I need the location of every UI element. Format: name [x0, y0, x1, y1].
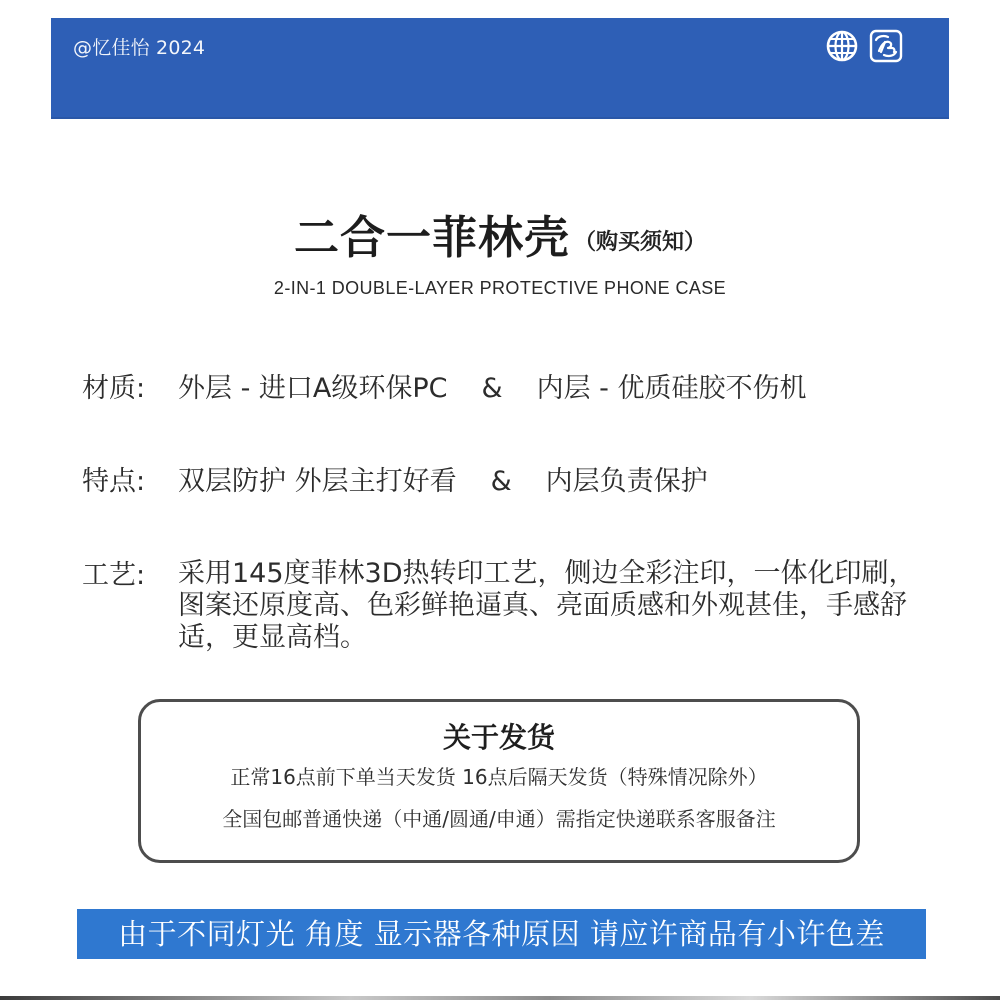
ampersand: &: [490, 466, 512, 497]
header-icons: [824, 28, 904, 64]
brand-text: @忆佳怡 2024: [73, 37, 206, 59]
color-notice-banner: [77, 909, 926, 959]
title-block: [0, 212, 1000, 298]
color-notice-text: 由于不同灯光 角度 显示器各种原因 请应许商品有小许色差: [118, 917, 885, 951]
feature-left-text: 双层防护 外层主打好看: [178, 466, 457, 497]
feature-value: [178, 464, 942, 500]
material-row: [82, 371, 942, 407]
bottom-photo-strip: [0, 996, 1000, 1000]
feature-line: [178, 464, 708, 500]
material-label: 材质:: [82, 373, 146, 404]
shipping-line-1: 正常16点前下单当天发货 16点后隔天发货（特殊情况除外）: [230, 765, 768, 789]
globe-icon: [824, 28, 860, 64]
shipping-info-box: [138, 699, 860, 863]
feature-label: 特点:: [82, 466, 146, 497]
process-description: 采用145度菲林3D热转印工艺，侧边全彩注印，一体化印刷，图案还原度高、色彩鲜艳逼真、亮面质感和外观甚佳，手感舒适，更显高档。: [178, 558, 916, 653]
process-label: 工艺:: [82, 560, 146, 591]
material-line: [178, 371, 807, 407]
ampersand: &: [481, 373, 503, 404]
inner-layer-text: 内层 - 优质硅胶不伤机: [536, 373, 807, 404]
subtitle: 2-IN-1 DOUBLE-LAYER PROTECTIVE PHONE CASE: [273, 278, 727, 298]
page-title: 二合一菲林壳: [293, 211, 570, 264]
title-note: （购买须知）: [574, 230, 707, 255]
outer-layer-text: 外层 - 进口A级环保PC: [178, 373, 448, 404]
material-value: [178, 371, 942, 407]
process-row: [82, 558, 942, 654]
shipping-line-2: 全国包邮普通快递（中通/圆通/申通）需指定快递联系客服备注: [222, 807, 776, 831]
feature-right-text: 内层负责保护: [545, 466, 708, 497]
3c-certificate-icon: [868, 28, 904, 64]
feature-row: [82, 464, 942, 500]
title-line: [0, 212, 1000, 264]
header-banner: [51, 18, 949, 119]
shipping-title: 关于发货: [442, 721, 555, 754]
